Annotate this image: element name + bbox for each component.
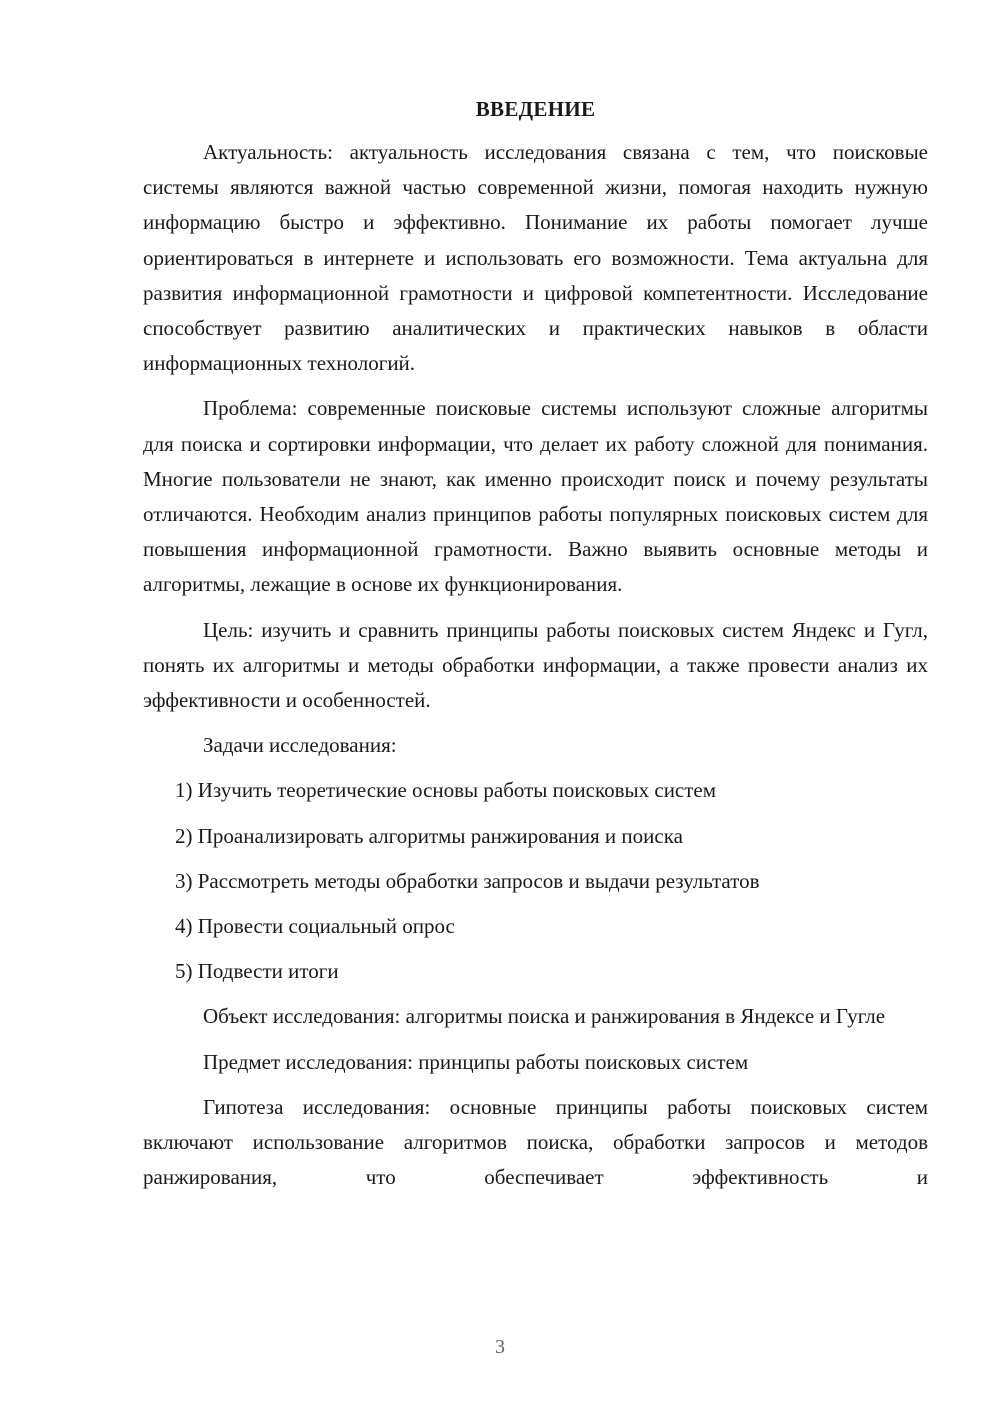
task-item: 4) Провести социальный опрос — [175, 914, 455, 939]
task-item: 3) Рассмотреть методы обработки запросов и выдачи результатов — [175, 868, 760, 893]
document-page — [143, 92, 928, 1205]
tasks-heading: Задачи исследования: — [203, 733, 397, 758]
task-item: 2) Проанализировать алгоритмы ранжирования и поиска — [175, 823, 683, 848]
hypothesis-paragraph: Гипотеза исследования: основные принципы работы поисковых систем включают использование алгоритмов поиска, обработки запросов и методов ранжирования, что обеспечивает эффективность и — [143, 1094, 928, 1190]
page-title: ВВЕДЕНИЕ — [475, 97, 596, 121]
task-item: 5) Подвести итоги — [175, 959, 339, 984]
tasks-list — [143, 773, 928, 989]
problem-paragraph: Проблема: современные поисковые системы используют сложные алгоритмы для поиска и сортировки информации, что делает их работу сложной для понимания. Многие пользователи не знают, как именно происходит поиск и почему результаты отличаются. Необходим анализ принципов работы популярных поисковых систем для повышения информационной грамотности. Важно выявить основные методы и алгоритмы, лежащие в основе их функционирования. — [143, 396, 928, 597]
goal-paragraph: Цель: изучить и сравнить принципы работы поисковых систем Яндекс и Гугл, понять их алгоритмы и методы обработки информации, а также провести анализ их эффективности и особенностей. — [143, 617, 928, 713]
page-number: 3 — [495, 1336, 505, 1358]
subject-paragraph: Предмет исследования: принципы работы поисковых систем — [203, 1049, 749, 1074]
relevance-paragraph: Актуальность: актуальность исследования связана с тем, что поисковые системы являются важной частью современной жизни, помогая находить нужную информацию быстро и эффективно. Понимание их работы помогает лучше ориентироваться в интернете и использовать его возможности. Тема актуальна для развития информационной грамотности и цифровой компетентности. Исследование способствует развитию аналитических и практических навыков в области информационных технологий. — [143, 140, 928, 376]
object-paragraph: Объект исследования: алгоритмы поиска и ранжирования в Яндексе и Гугле — [203, 1004, 886, 1029]
task-item: 1) Изучить теоретические основы работы поисковых систем — [175, 778, 717, 803]
